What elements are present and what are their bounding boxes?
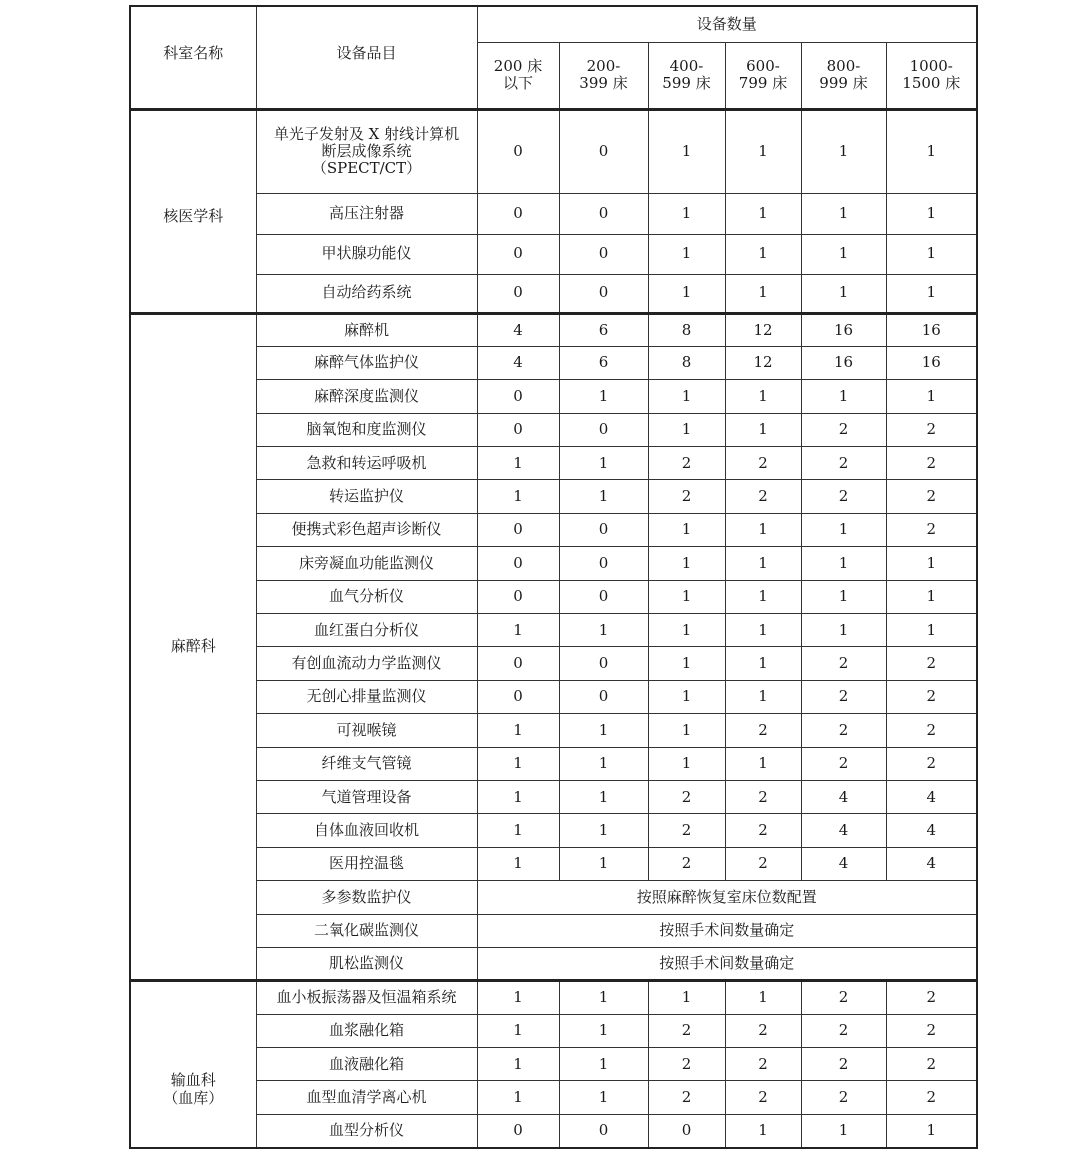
header-qty-group: 设备数量 — [477, 6, 977, 42]
qty-cell: 2 — [886, 513, 977, 546]
item-cell — [256, 109, 477, 193]
qty-cell: 1 — [886, 614, 977, 647]
qty-cell: 0 — [477, 580, 559, 613]
qty-cell: 1 — [801, 580, 886, 613]
qty-cell: 2 — [725, 447, 801, 480]
qty-cell: 2 — [886, 981, 977, 1014]
qty-cell: 2 — [801, 1081, 886, 1114]
config-note: 按照手术间数量确定 — [477, 947, 977, 980]
qty-cell: 0 — [477, 513, 559, 546]
item-cell: 肌松监测仪 — [256, 947, 477, 980]
item-cell: 床旁凝血功能监测仪 — [256, 547, 477, 580]
qty-cell: 2 — [648, 447, 725, 480]
table-row — [130, 1114, 977, 1147]
qty-cell: 0 — [477, 380, 559, 413]
item-cell: 转运监护仪 — [256, 480, 477, 513]
dept-name-line: 输血科 — [170, 1071, 216, 1090]
dept-cell: 麻醉科 — [130, 313, 256, 981]
qty-cell: 16 — [801, 346, 886, 379]
qty-cell: 0 — [477, 413, 559, 446]
qty-cell: 2 — [886, 1014, 977, 1047]
qty-cell: 1 — [886, 234, 977, 274]
item-name-line: 单光子发射及 X 射线计算机 — [273, 124, 460, 143]
qty-cell: 1 — [477, 714, 559, 747]
table-row — [130, 614, 977, 647]
qty-cell: 1 — [648, 714, 725, 747]
item-cell: 脑氧饱和度监测仪 — [256, 413, 477, 446]
item-cell: 自动给药系统 — [256, 274, 477, 313]
item-cell: 血液融化箱 — [256, 1048, 477, 1081]
table-row — [130, 513, 977, 546]
qty-cell: 1 — [648, 413, 725, 446]
item-cell: 麻醉机 — [256, 313, 477, 346]
qty-cell: 2 — [886, 680, 977, 713]
qty-cell: 0 — [559, 513, 648, 546]
qty-cell: 1 — [801, 614, 886, 647]
item-cell: 多参数监护仪 — [256, 881, 477, 914]
item-cell: 高压注射器 — [256, 193, 477, 234]
qty-cell: 0 — [477, 109, 559, 193]
qty-cell: 2 — [801, 680, 886, 713]
table-row — [130, 1048, 977, 1081]
qty-cell: 1 — [725, 413, 801, 446]
bed-level-3: 600- 799 床 — [725, 42, 801, 109]
table-row — [130, 947, 977, 980]
qty-cell: 1 — [477, 614, 559, 647]
config-note: 按照手术间数量确定 — [477, 914, 977, 947]
qty-cell: 2 — [648, 814, 725, 847]
qty-cell: 1 — [725, 547, 801, 580]
qty-cell: 8 — [648, 346, 725, 379]
qty-cell: 1 — [801, 513, 886, 546]
item-cell: 自体血液回收机 — [256, 814, 477, 847]
qty-cell: 1 — [725, 747, 801, 780]
dept-cell: 核医学科 — [130, 109, 256, 313]
qty-cell: 0 — [477, 547, 559, 580]
qty-cell: 1 — [559, 747, 648, 780]
qty-cell: 1 — [648, 647, 725, 680]
qty-cell: 1 — [648, 547, 725, 580]
qty-cell: 0 — [477, 274, 559, 313]
qty-cell: 4 — [477, 346, 559, 379]
qty-cell: 1 — [725, 380, 801, 413]
qty-cell: 1 — [648, 580, 725, 613]
qty-cell: 1 — [477, 847, 559, 880]
item-cell: 麻醉深度监测仪 — [256, 380, 477, 413]
qty-cell: 1 — [477, 1048, 559, 1081]
table-row — [130, 780, 977, 813]
qty-cell: 2 — [886, 747, 977, 780]
bed-level-5: 1000- 1500 床 — [886, 42, 977, 109]
table-row — [130, 346, 977, 379]
qty-cell: 4 — [801, 780, 886, 813]
qty-cell: 2 — [725, 1014, 801, 1047]
table-row — [130, 193, 977, 234]
qty-cell: 1 — [725, 981, 801, 1014]
qty-cell: 1 — [648, 234, 725, 274]
qty-cell: 1 — [559, 814, 648, 847]
table-row — [130, 313, 977, 346]
bed-level-0: 200 床 以下 — [477, 42, 559, 109]
qty-cell: 2 — [801, 714, 886, 747]
qty-cell: 1 — [559, 1048, 648, 1081]
qty-cell: 1 — [477, 447, 559, 480]
qty-cell: 4 — [801, 814, 886, 847]
qty-cell: 0 — [559, 274, 648, 313]
qty-cell: 1 — [559, 447, 648, 480]
qty-cell: 0 — [559, 413, 648, 446]
table-row — [130, 881, 977, 914]
qty-cell: 1 — [725, 647, 801, 680]
qty-cell: 1 — [886, 380, 977, 413]
qty-cell: 1 — [648, 380, 725, 413]
table-row — [130, 847, 977, 880]
qty-cell: 2 — [801, 647, 886, 680]
qty-cell: 2 — [886, 714, 977, 747]
qty-cell: 2 — [886, 480, 977, 513]
qty-cell: 0 — [559, 647, 648, 680]
qty-cell: 2 — [886, 447, 977, 480]
qty-cell: 1 — [648, 193, 725, 234]
qty-cell: 1 — [648, 513, 725, 546]
item-cell: 血小板振荡器及恒温箱系统 — [256, 981, 477, 1014]
bed-level-4: 800- 999 床 — [801, 42, 886, 109]
qty-cell: 16 — [886, 313, 977, 346]
qty-cell: 1 — [477, 747, 559, 780]
qty-cell: 0 — [559, 234, 648, 274]
item-cell: 纤维支气管镜 — [256, 747, 477, 780]
item-cell: 血气分析仪 — [256, 580, 477, 613]
header-dept: 科室名称 — [130, 6, 256, 109]
item-cell: 二氧化碳监测仪 — [256, 914, 477, 947]
dept-name-line: （血库） — [163, 1088, 224, 1107]
qty-cell: 1 — [801, 234, 886, 274]
table-row — [130, 914, 977, 947]
dept-cell — [130, 981, 256, 1148]
qty-cell: 1 — [886, 274, 977, 313]
qty-cell: 1 — [648, 109, 725, 193]
table-row — [130, 747, 977, 780]
table-row — [130, 680, 977, 713]
qty-cell: 2 — [886, 413, 977, 446]
item-cell: 气道管理设备 — [256, 780, 477, 813]
qty-cell: 2 — [725, 780, 801, 813]
table-row — [130, 1014, 977, 1047]
table-row — [130, 814, 977, 847]
qty-cell: 2 — [801, 1014, 886, 1047]
qty-cell: 4 — [801, 847, 886, 880]
qty-cell: 1 — [886, 580, 977, 613]
table-row — [130, 274, 977, 313]
item-cell: 可视喉镜 — [256, 714, 477, 747]
item-name-line: 断层成像系统 — [321, 141, 412, 160]
equipment-table — [129, 5, 978, 1149]
table-row — [130, 234, 977, 274]
qty-cell: 2 — [801, 981, 886, 1014]
qty-cell: 0 — [559, 1114, 648, 1147]
table-row — [130, 714, 977, 747]
qty-cell: 2 — [886, 1048, 977, 1081]
qty-cell: 1 — [648, 747, 725, 780]
qty-cell: 4 — [886, 780, 977, 813]
qty-cell: 8 — [648, 313, 725, 346]
qty-cell: 1 — [801, 193, 886, 234]
qty-cell: 1 — [886, 109, 977, 193]
qty-cell: 2 — [648, 480, 725, 513]
qty-cell: 6 — [559, 346, 648, 379]
item-cell: 甲状腺功能仪 — [256, 234, 477, 274]
qty-cell: 4 — [477, 313, 559, 346]
qty-cell: 2 — [725, 814, 801, 847]
table-row — [130, 447, 977, 480]
qty-cell: 2 — [725, 480, 801, 513]
qty-cell: 1 — [886, 547, 977, 580]
qty-cell: 0 — [477, 193, 559, 234]
table-row — [130, 380, 977, 413]
qty-cell: 2 — [886, 647, 977, 680]
qty-cell: 2 — [801, 1048, 886, 1081]
qty-cell: 2 — [648, 1048, 725, 1081]
qty-cell: 2 — [801, 747, 886, 780]
item-cell: 血型分析仪 — [256, 1114, 477, 1147]
qty-cell: 1 — [648, 614, 725, 647]
qty-cell: 0 — [477, 680, 559, 713]
qty-cell: 4 — [886, 814, 977, 847]
qty-cell: 1 — [559, 847, 648, 880]
qty-cell: 1 — [559, 614, 648, 647]
item-cell: 急救和转运呼吸机 — [256, 447, 477, 480]
qty-cell: 1 — [725, 193, 801, 234]
header-item: 设备品目 — [256, 6, 477, 109]
qty-cell: 1 — [477, 981, 559, 1014]
qty-cell: 12 — [725, 346, 801, 379]
qty-cell: 1 — [559, 714, 648, 747]
table-row — [130, 1081, 977, 1114]
qty-cell: 1 — [559, 1081, 648, 1114]
item-cell: 有创血流动力学监测仪 — [256, 647, 477, 680]
qty-cell: 1 — [725, 1114, 801, 1147]
qty-cell: 1 — [801, 547, 886, 580]
qty-cell: 1 — [725, 614, 801, 647]
qty-cell: 1 — [725, 234, 801, 274]
qty-cell: 1 — [477, 780, 559, 813]
qty-cell: 1 — [801, 1114, 886, 1147]
bed-level-1: 200- 399 床 — [559, 42, 648, 109]
qty-cell: 0 — [559, 109, 648, 193]
qty-cell: 2 — [801, 413, 886, 446]
qty-cell: 0 — [559, 680, 648, 713]
qty-cell: 1 — [648, 680, 725, 713]
qty-cell: 2 — [886, 1081, 977, 1114]
qty-cell: 2 — [648, 1081, 725, 1114]
qty-cell: 1 — [801, 380, 886, 413]
item-cell: 无创心排量监测仪 — [256, 680, 477, 713]
qty-cell: 1 — [725, 680, 801, 713]
qty-cell: 4 — [886, 847, 977, 880]
qty-cell: 12 — [725, 313, 801, 346]
qty-cell: 2 — [725, 714, 801, 747]
qty-cell: 0 — [559, 547, 648, 580]
qty-cell: 16 — [801, 313, 886, 346]
qty-cell: 6 — [559, 313, 648, 346]
qty-cell: 1 — [886, 193, 977, 234]
table-row — [130, 480, 977, 513]
qty-cell: 2 — [801, 480, 886, 513]
qty-cell: 0 — [477, 647, 559, 680]
qty-cell: 2 — [725, 847, 801, 880]
qty-cell: 1 — [559, 1014, 648, 1047]
qty-cell: 2 — [648, 847, 725, 880]
qty-cell: 1 — [559, 380, 648, 413]
table-row — [130, 547, 977, 580]
qty-cell: 0 — [559, 580, 648, 613]
qty-cell: 1 — [559, 981, 648, 1014]
table-row — [130, 109, 977, 193]
item-cell: 血红蛋白分析仪 — [256, 614, 477, 647]
qty-cell: 1 — [559, 780, 648, 813]
item-name-line: （SPECT/CT） — [311, 159, 422, 178]
qty-cell: 1 — [725, 513, 801, 546]
qty-cell: 1 — [886, 1114, 977, 1147]
qty-cell: 1 — [648, 274, 725, 313]
qty-cell: 1 — [477, 1014, 559, 1047]
qty-cell: 2 — [725, 1048, 801, 1081]
qty-cell: 1 — [725, 109, 801, 193]
table-row — [130, 647, 977, 680]
qty-cell: 0 — [559, 193, 648, 234]
qty-cell: 16 — [886, 346, 977, 379]
table-row — [130, 413, 977, 446]
config-note: 按照麻醉恢复室床位数配置 — [477, 881, 977, 914]
item-cell: 麻醉气体监护仪 — [256, 346, 477, 379]
qty-cell: 0 — [477, 234, 559, 274]
qty-cell: 1 — [477, 1081, 559, 1114]
qty-cell: 2 — [648, 780, 725, 813]
table-row — [130, 981, 977, 1014]
qty-cell: 1 — [648, 981, 725, 1014]
qty-cell: 1 — [801, 109, 886, 193]
qty-cell: 1 — [725, 274, 801, 313]
qty-cell: 1 — [477, 480, 559, 513]
qty-cell: 2 — [801, 447, 886, 480]
bed-level-2: 400- 599 床 — [648, 42, 725, 109]
item-cell: 便携式彩色超声诊断仪 — [256, 513, 477, 546]
qty-cell: 1 — [725, 580, 801, 613]
qty-cell: 0 — [648, 1114, 725, 1147]
qty-cell: 0 — [477, 1114, 559, 1147]
item-cell: 血浆融化箱 — [256, 1014, 477, 1047]
item-cell: 医用控温毯 — [256, 847, 477, 880]
qty-cell: 2 — [725, 1081, 801, 1114]
qty-cell: 1 — [477, 814, 559, 847]
qty-cell: 1 — [801, 274, 886, 313]
item-cell: 血型血清学离心机 — [256, 1081, 477, 1114]
qty-cell: 1 — [559, 480, 648, 513]
table-row — [130, 580, 977, 613]
qty-cell: 2 — [648, 1014, 725, 1047]
table-body — [130, 109, 977, 1148]
